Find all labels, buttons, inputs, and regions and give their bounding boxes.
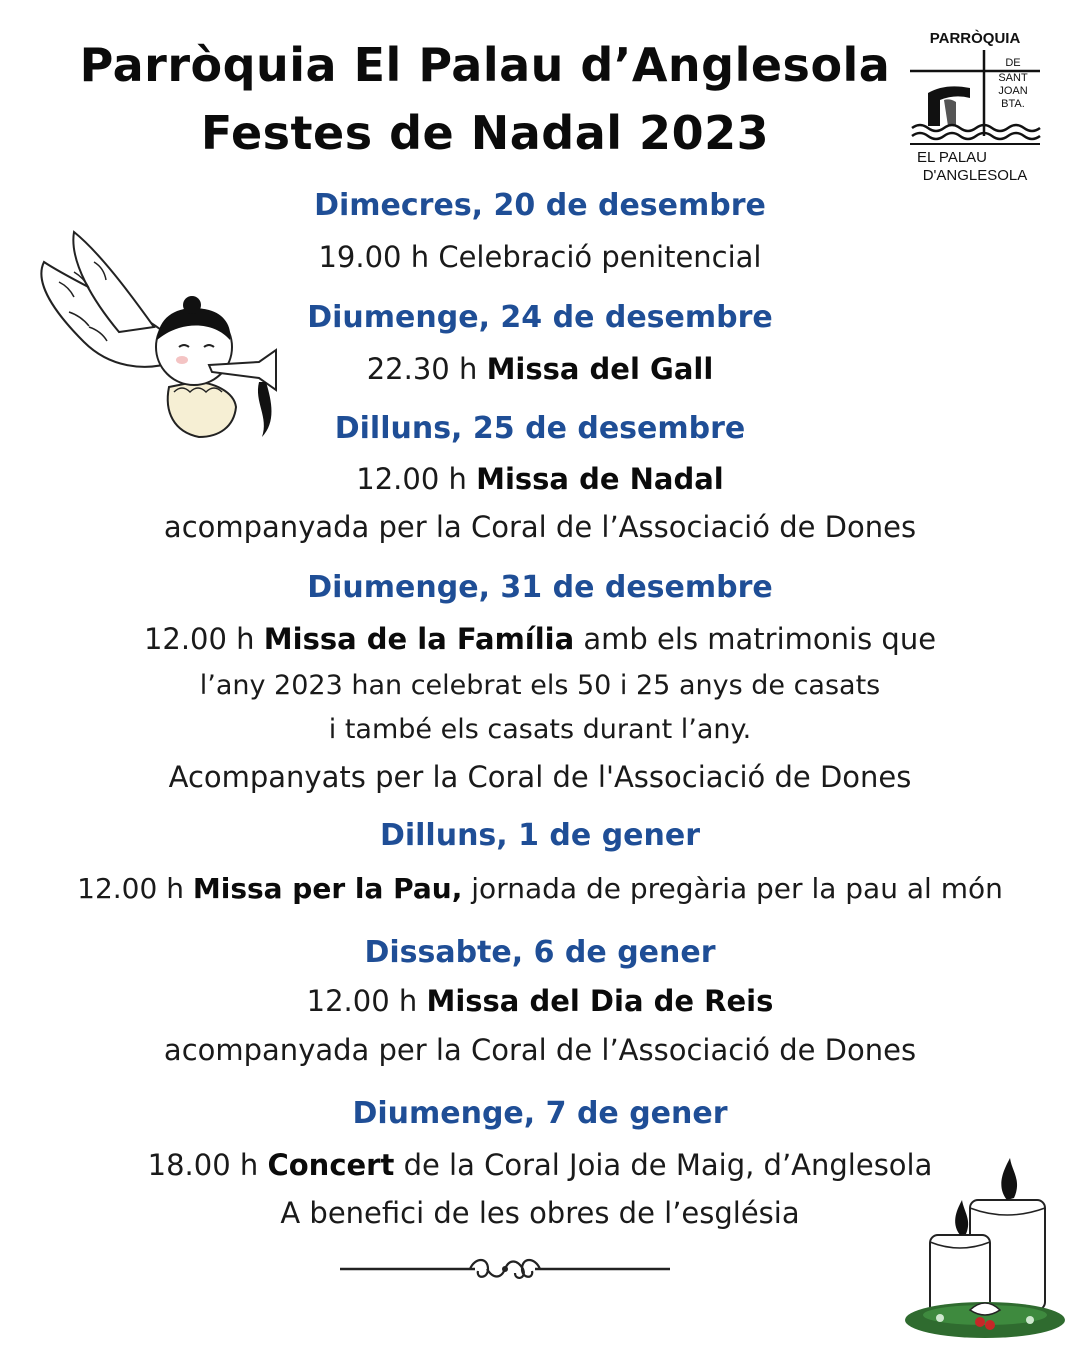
candles-wreath-illustration: [900, 1150, 1070, 1345]
event-4-time: 12.00 h: [143, 622, 255, 656]
event-4-detail-1: l’any 2023 han celebrat els 50 i 25 anys de casats: [199, 670, 881, 701]
event-6-time: 12.00 h: [306, 984, 418, 1018]
event-5-time: 12.00 h: [77, 872, 184, 905]
poster-title-line2: Festes de Nadal 2023: [200, 106, 770, 160]
event-3-line: [0, 462, 1080, 496]
event-6-title: Missa del Dia de Reis: [426, 984, 774, 1018]
event-1-date: Dimecres, 20 de desembre: [314, 188, 766, 223]
event-4-detail-3: Acompanyats per la Coral de l'Associació de Dones: [168, 760, 912, 794]
poster-title-line1: Parròquia El Palau d’Anglesola: [79, 38, 891, 92]
event-5-title: Missa per la Pau,: [192, 872, 463, 905]
svg-text:JOAN: JOAN: [998, 85, 1028, 97]
event-4-line: [0, 622, 1080, 656]
event-6-date: Dissabte, 6 de gener: [364, 935, 716, 970]
event-2-time: 22.30 h: [366, 352, 478, 386]
ornamental-divider: [335, 1252, 675, 1286]
svg-text:DE: DE: [1005, 57, 1021, 69]
event-3-detail: acompanyada per la Coral de l’Associació de Dones: [163, 510, 917, 544]
event-5-line: [0, 872, 1080, 905]
event-2-date: Diumenge, 24 de desembre: [307, 300, 773, 335]
logo-bottom-text1: EL PALAU: [916, 149, 988, 166]
event-1-time: 19.00 h: [318, 240, 430, 274]
event-4-after: amb els matrimonis que: [583, 622, 937, 656]
parish-logo: [900, 28, 1050, 188]
svg-text:BTA.: BTA.: [1001, 98, 1025, 110]
event-7-title: Concert: [267, 1148, 395, 1182]
event-7-time: 18.00 h: [147, 1148, 259, 1182]
event-1-text: Celebració penitencial: [438, 240, 762, 274]
event-3-time: 12.00 h: [356, 462, 467, 496]
event-1-line: [0, 240, 1080, 274]
logo-top-text: PARRÒQUIA: [929, 30, 1021, 47]
event-5-after: jornada de pregària per la pau al món: [471, 872, 1003, 905]
event-6-detail: acompanyada per la Coral de l’Associació de Dones: [163, 1033, 917, 1067]
event-7-detail: A benefici de les obres de l’església: [280, 1196, 800, 1230]
event-2-title: Missa del Gall: [486, 352, 714, 386]
svg-text:SANT: SANT: [998, 72, 1028, 84]
logo-bottom-text2: D'ANGLESOLA: [922, 167, 1028, 184]
event-4-detail-2: i també els casats durant l’any.: [328, 714, 752, 745]
event-7-after: de la Coral Joia de Maig, d’Anglesola: [403, 1148, 933, 1182]
event-4-title: Missa de la Família: [263, 622, 575, 656]
event-4-date: Diumenge, 31 de desembre: [307, 570, 773, 605]
event-6-line: [0, 984, 1080, 1018]
event-5-date: Dilluns, 1 de gener: [379, 818, 701, 853]
event-3-date: Dilluns, 25 de desembre: [334, 411, 746, 446]
event-7-date: Diumenge, 7 de gener: [352, 1096, 728, 1131]
event-2-line: [0, 352, 1080, 386]
event-3-title: Missa de Nadal: [476, 462, 724, 496]
